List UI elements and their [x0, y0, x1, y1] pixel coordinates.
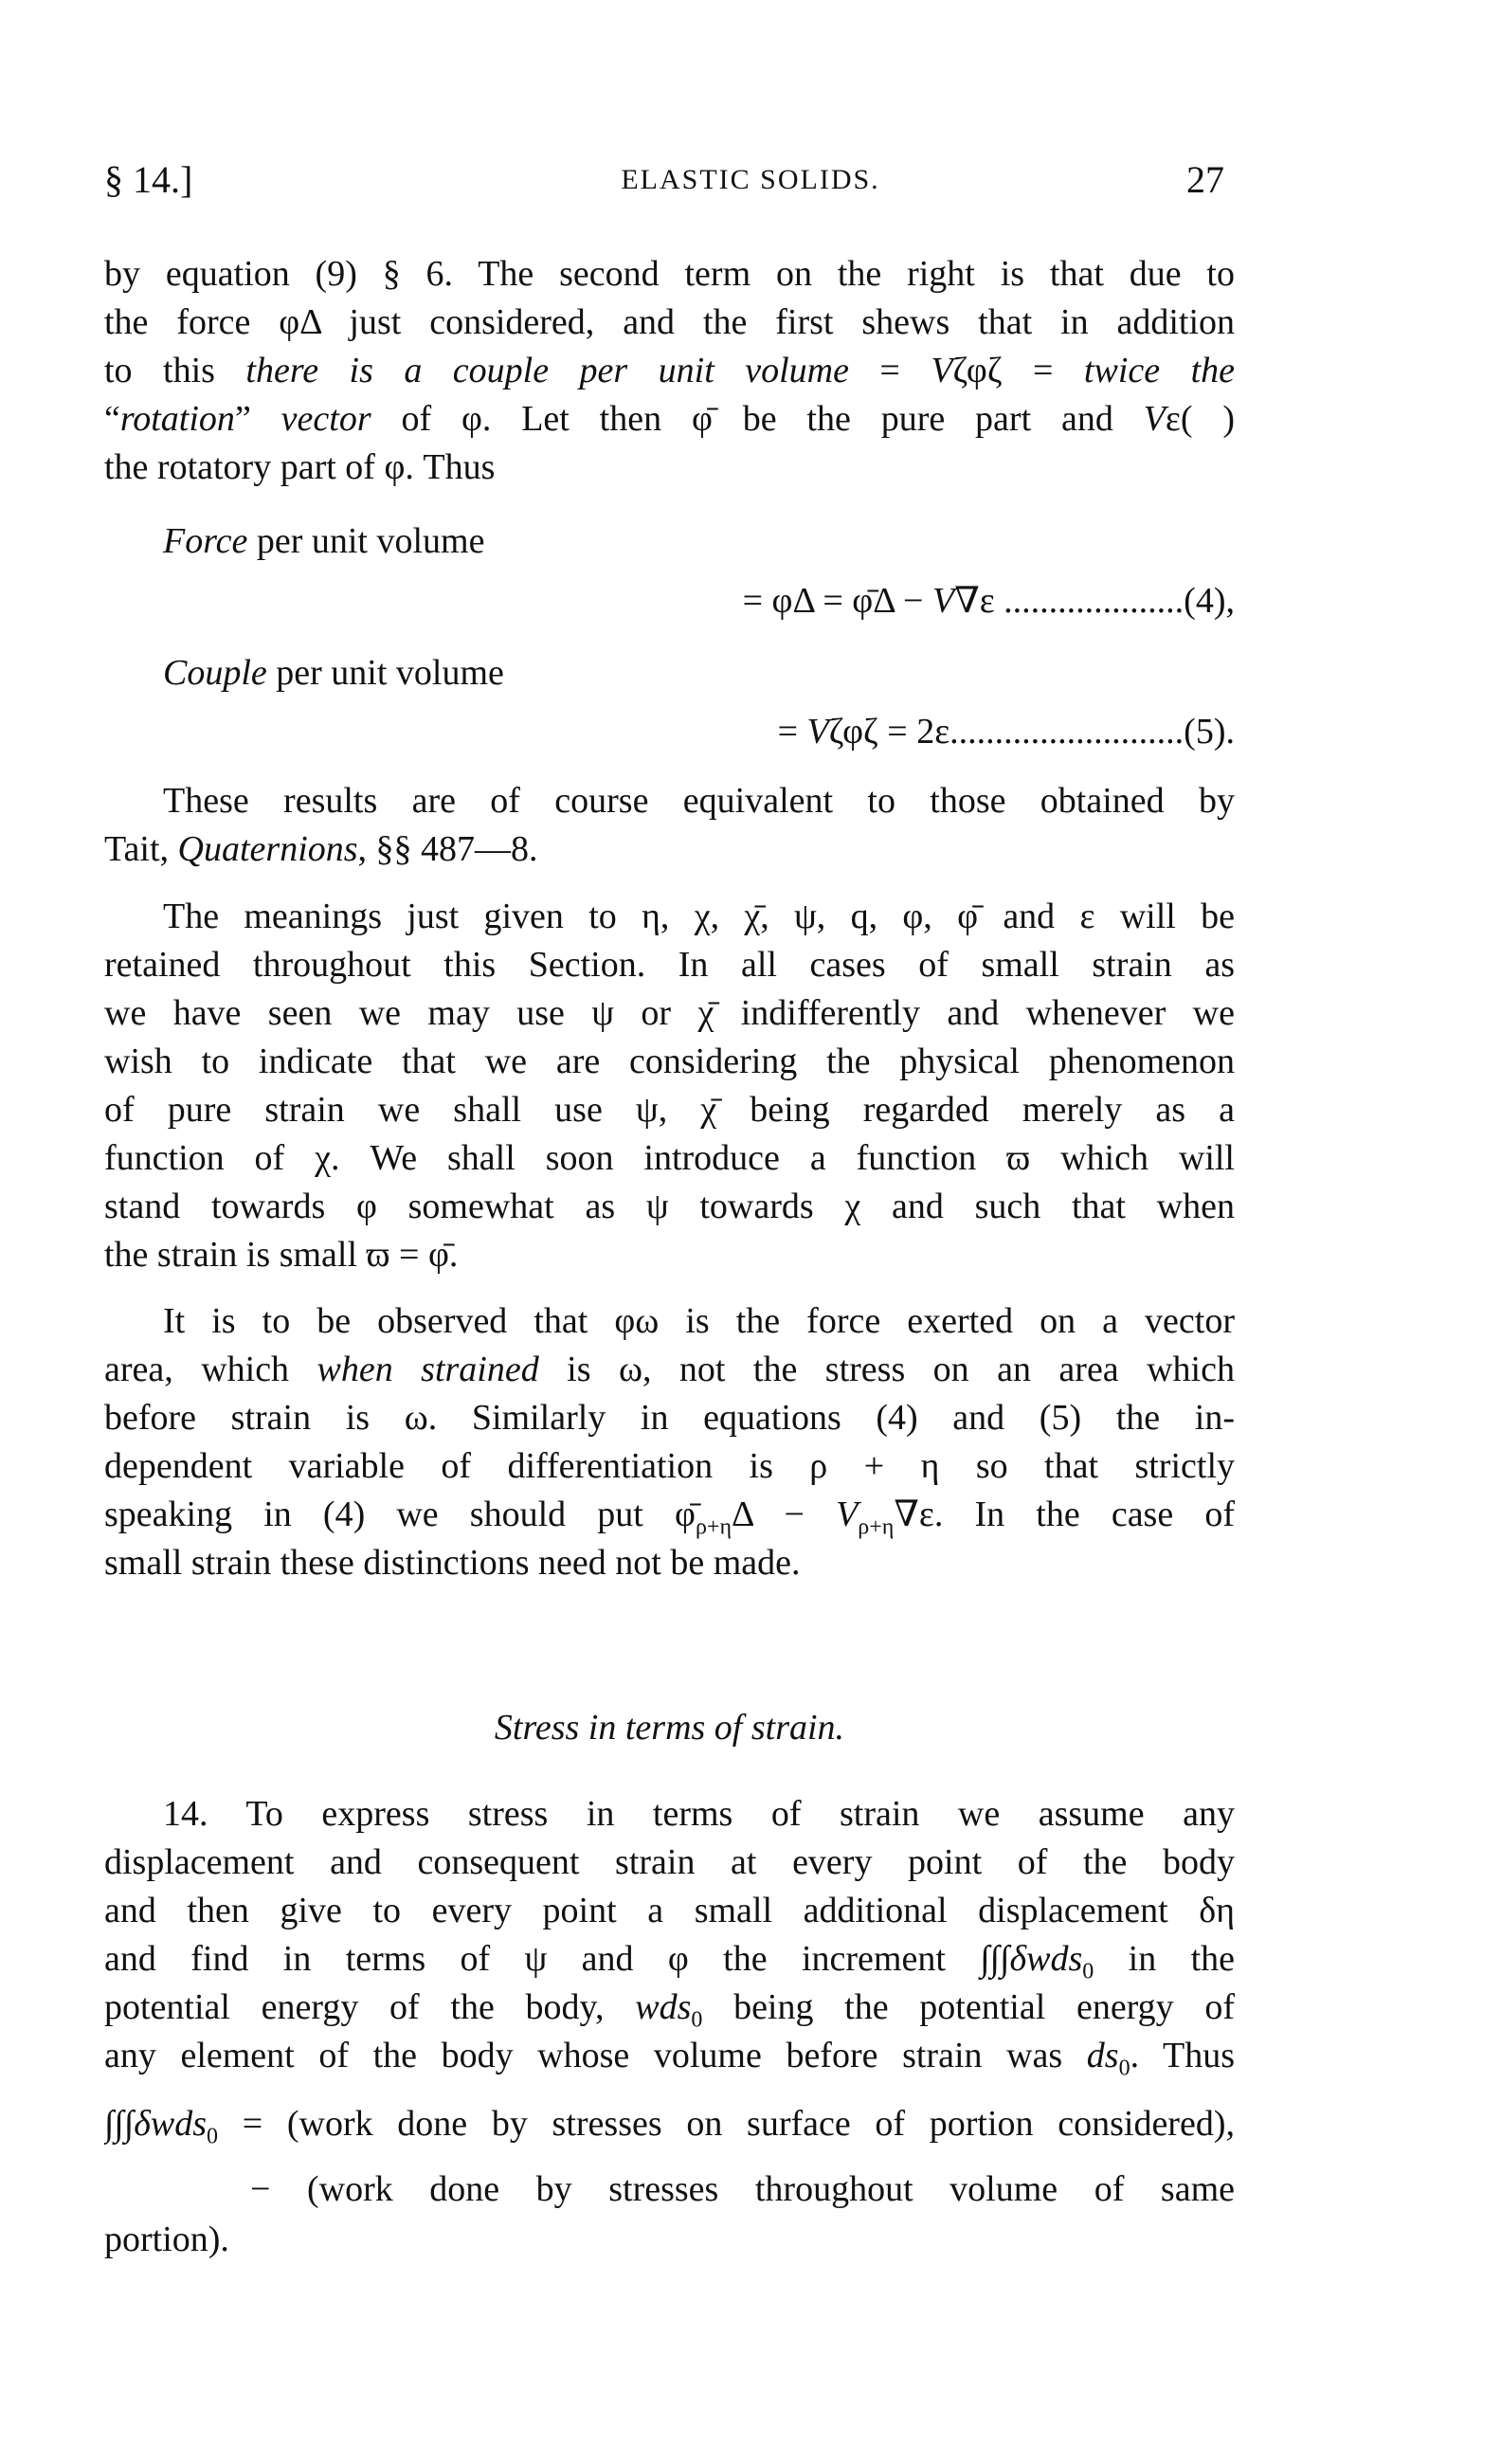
text: area, which [104, 1350, 317, 1389]
italic-text: ∫∫∫δwds [104, 2104, 208, 2144]
text-line [250, 2165, 1235, 2214]
equation-end [104, 2216, 1235, 2264]
text: “ [104, 399, 120, 439]
text: function of χ. We shall soon introduce a function ϖ which will [104, 1138, 1235, 1178]
running-title: ELASTIC SOLIDS. [621, 164, 880, 195]
text: Δ − [732, 1495, 837, 1534]
equation-4 [485, 577, 1235, 625]
text: being the potential energy of [702, 1987, 1235, 2027]
text-line [104, 989, 1235, 1038]
text-line [104, 777, 1235, 825]
text: per unit volume [266, 653, 504, 693]
italic-text: V [931, 581, 955, 621]
text: stand towards φ somewhat as ψ towards χ and such that when [104, 1187, 1235, 1226]
text: retained throughout this Section. In all cases of small strain as [104, 945, 1235, 985]
paragraph-these-results [104, 777, 1235, 874]
text: by equation (9) § 6. The second term on the right is that due to [104, 254, 1235, 294]
text: is ω, not the stress on an area which [538, 1350, 1235, 1389]
text: These results are of course equivalent to those obtained by [163, 781, 1235, 821]
text-line [104, 299, 1235, 347]
text: ε( ) [1165, 399, 1235, 439]
text-line [104, 250, 1235, 299]
italic-text: Stress in terms of strain. [494, 1708, 845, 1748]
text: = (work done by stresses on surface of portion considered), [218, 2104, 1235, 2144]
text: The meanings just given to η, χ, χ̄, ψ, q, φ, φ̄ and ε will be [163, 897, 1235, 936]
text: dependent variable of differentiation is ρ + η so that strictly [104, 1446, 1235, 1486]
force-label [104, 517, 1235, 566]
text: portion). [104, 2219, 229, 2259]
text: ∇ε. In the case of [894, 1495, 1235, 1534]
subscript: 0 [1082, 1959, 1094, 1984]
italic-text: ds [1086, 2036, 1119, 2075]
text-line [104, 444, 1235, 492]
equation-continuation [250, 2165, 1235, 2214]
paragraph-meanings [104, 893, 1235, 1279]
text-line [104, 2032, 1235, 2080]
text-line [104, 395, 1235, 444]
text-line [104, 1887, 1235, 1935]
text: the strain is small ϖ = φ̄. [104, 1235, 459, 1275]
text-line [104, 1704, 1235, 1752]
text: ∇ε ....................(4), [954, 581, 1235, 621]
text: per unit volume [247, 521, 485, 561]
text: of φ. Let then φ̄ be the pure part and [371, 399, 1144, 439]
italic-text: V [1143, 399, 1166, 439]
text-line [104, 2100, 1235, 2148]
italic-text: Force [163, 521, 248, 561]
italic-text: there is a couple per unit volume [245, 351, 849, 390]
text: = φΔ = φ̄Δ − [742, 581, 932, 621]
text: the rotatory part of φ. Thus [104, 447, 496, 487]
text-line [104, 941, 1235, 989]
text: and find in terms of ψ and φ the increment [104, 1939, 981, 1979]
italic-text: when strained [316, 1350, 539, 1389]
text-line [104, 1442, 1235, 1491]
text-line [104, 893, 1235, 941]
text: to this [104, 351, 246, 390]
text-line [104, 2216, 1235, 2264]
text: potential energy of the body, [104, 1987, 636, 2027]
text: small strain these distinctions need not be made. [104, 1543, 801, 1583]
text: It is to be observed that φω is the force exerted on a vector [163, 1301, 1235, 1341]
text: wish to indicate that we are considering the physical phenomenon [104, 1042, 1235, 1081]
text-line [516, 708, 1235, 756]
paragraph-14 [104, 1790, 1235, 2080]
paragraph-observed [104, 1297, 1235, 1587]
text: and then give to every point a small additional displacement δη [104, 1891, 1235, 1930]
text: we have seen we may use ψ or χ̄ indifferently and whenever we [104, 993, 1235, 1033]
italic-text: V [836, 1495, 859, 1534]
italic-text: ∫∫∫δwds [980, 1939, 1083, 1979]
section-heading [104, 1704, 1235, 1752]
italic-text: Couple [163, 653, 267, 693]
italic-text: wds [635, 1987, 692, 2027]
equation-5 [516, 708, 1235, 756]
subscript: 0 [207, 2124, 219, 2148]
text-line [104, 1394, 1235, 1442]
text: displacement and consequent strain at every point of the body [104, 1842, 1235, 1882]
italic-text: Quaternions [177, 829, 358, 869]
section-marker: § 14.] [104, 158, 193, 201]
text-line [485, 577, 1235, 625]
text-line [104, 1231, 1235, 1279]
text: speaking in (4) we should put φ̄ [104, 1495, 696, 1534]
text-line [104, 347, 1235, 395]
text-line [104, 1539, 1235, 1587]
text: any element of the body whose volume before strain was [104, 2036, 1087, 2075]
italic-text: vector [280, 399, 371, 439]
text-line [104, 1297, 1235, 1346]
text: . Thus [1130, 2036, 1235, 2075]
subscript: 0 [1118, 2056, 1130, 2080]
page-number: 27 [1186, 158, 1224, 201]
text: 14. To express stress in terms of strain we assume any [163, 1794, 1235, 1834]
italic-text: V [931, 351, 953, 390]
text: − (work done by stresses throughout volume of same [250, 2169, 1235, 2209]
integral-equation [104, 2100, 1235, 2148]
text-line [104, 1984, 1235, 2032]
text-line [104, 1038, 1235, 1086]
text: Tait, [104, 829, 178, 869]
text: , §§ 487—8. [357, 829, 538, 869]
subscript: 0 [691, 2007, 703, 2032]
subscript: ρ+η [858, 1514, 895, 1539]
text: the force φΔ just considered, and the first shews that in addition [104, 302, 1235, 342]
paragraph-continuation [104, 250, 1235, 492]
text: ” [234, 399, 281, 439]
text: of pure strain we shall use ψ, χ̄ being regarded merely as a [104, 1090, 1235, 1130]
text-line [104, 1491, 1235, 1539]
text-line [104, 649, 1235, 698]
couple-label [104, 649, 1235, 698]
text-line [104, 825, 1235, 874]
text: ζφζ = 2ε..........................(5). [828, 712, 1235, 752]
text: in the [1094, 1939, 1235, 1979]
italic-text: rotation [119, 399, 235, 439]
text-line [104, 517, 1235, 566]
text-line [104, 1790, 1235, 1839]
italic-text: twice the [1083, 351, 1235, 390]
text-line [104, 1134, 1235, 1183]
text-line [104, 1346, 1235, 1394]
text: before strain is ω. Similarly in equations (4) and (5) the in- [104, 1398, 1235, 1438]
text-line [104, 1839, 1235, 1887]
italic-text: V [806, 712, 829, 752]
text-line [104, 1086, 1235, 1134]
subscript: ρ+η [695, 1514, 732, 1539]
text: = [777, 712, 807, 752]
text-line [104, 1183, 1235, 1231]
text: = [848, 351, 931, 390]
text: ζφζ = [952, 351, 1084, 390]
text-line [104, 1935, 1235, 1984]
